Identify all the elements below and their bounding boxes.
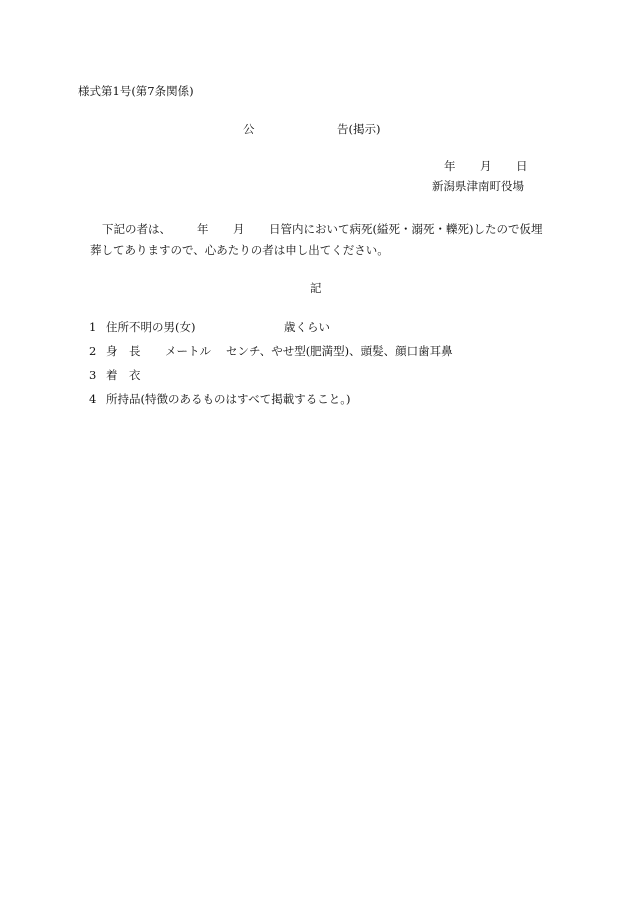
body-line1-year: 年 (197, 222, 209, 236)
item-label-clothing: 着 衣 (106, 368, 141, 382)
item-label-unknown-person: 住所不明の男(女) (106, 320, 196, 334)
form-number: 様式第1号(第7条関係) (78, 84, 194, 98)
item-age-label: 歳くらい (284, 320, 330, 334)
issuer-name: 新潟県津南町役場 (432, 179, 524, 193)
item-number: 4 (89, 392, 97, 406)
body-line2: 葬してありますので、心あたりの者は申し出てください。 (90, 243, 389, 257)
body-line1-prefix: 下記の者は、 (102, 222, 171, 236)
item-label-height: 身 長 (106, 344, 141, 358)
item-label-belongings: 所持品(特徴のあるものはすべて掲載すること。) (106, 392, 351, 406)
date-year-label: 年 (444, 159, 456, 173)
date-month-label: 月 (480, 159, 492, 173)
item-number: 1 (89, 320, 97, 334)
item-number: 3 (89, 368, 97, 382)
item-physical-description: センチ、やせ型(肥満型)、頭髪、顔口歯耳鼻 (226, 344, 453, 358)
notice-title-first-char: 公 (243, 122, 255, 136)
record-heading: 記 (310, 281, 322, 295)
notice-title-rest: 告(掲示) (337, 122, 381, 136)
item-height-unit: メートル (165, 344, 211, 358)
body-line1-rest: 日管内において病死(縊死・溺死・轢死)したので仮埋 (269, 222, 543, 236)
body-line1-month: 月 (233, 222, 245, 236)
item-number: 2 (89, 344, 97, 358)
date-day-label: 日 (516, 159, 528, 173)
